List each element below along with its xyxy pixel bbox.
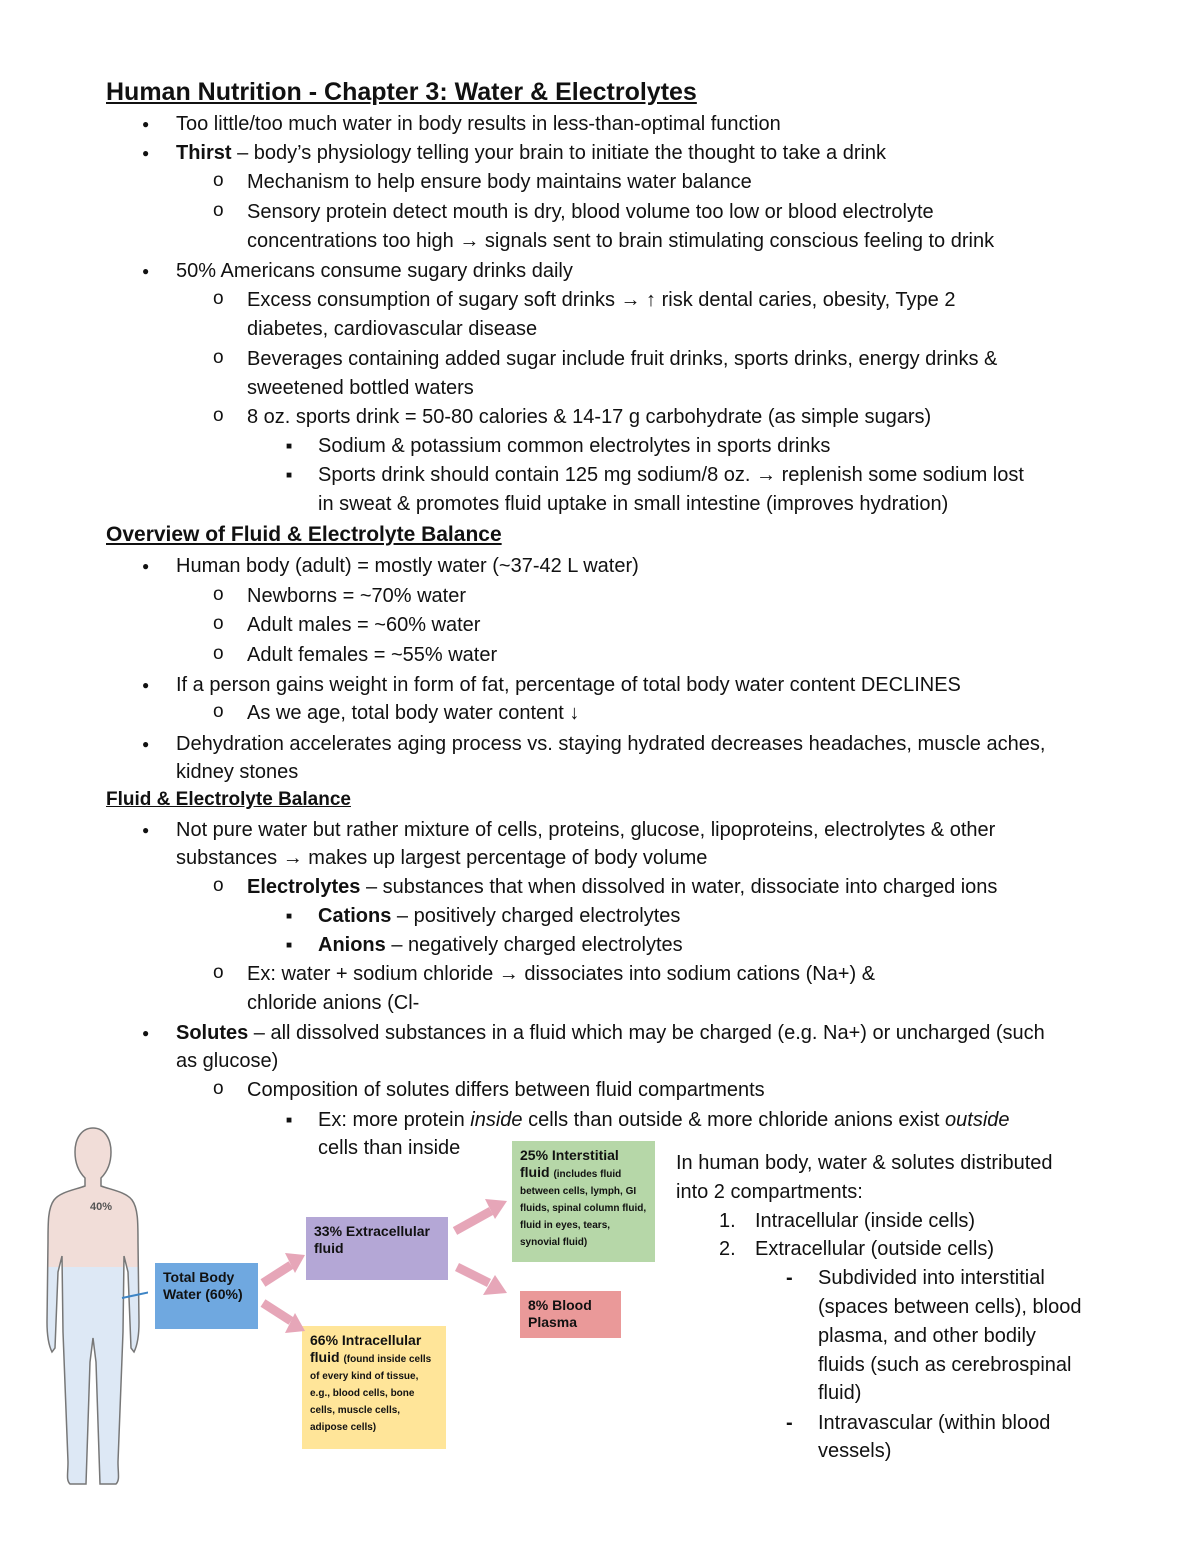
term-thirst: Thirst xyxy=(176,142,232,164)
page-title: Human Nutrition - Chapter 3: Water & Electrolytes xyxy=(106,78,697,106)
dash-item-subdivided: - Subdivided into interstitial xyxy=(818,1266,1045,1290)
interstitial-note: (includes fluid between cells, lymph, GI fluids, spinal column fluid, fluid in eyes, tears, synovial fluid) xyxy=(520,1169,647,1248)
interstitial-fluid-box xyxy=(512,1141,655,1262)
sub-bullet-composition: o Composition of solutes differs between fluid compartments xyxy=(247,1078,765,1102)
intracellular-item-text: Intracellular (inside cells) xyxy=(755,1210,976,1232)
sub-bullet-sodium-chloride: o Ex: water + sodium chloride → dissociates into sodium cations (Na+) & xyxy=(247,962,875,986)
bullet-dehydration: ● Dehydration accelerates aging process vs. staying hydrated decreases headaches, muscle aches, xyxy=(176,732,1045,756)
sub-bullet-sensory-protein: o Sensory protein detect mouth is dry, blood volume too low or blood electrolyte xyxy=(247,200,934,224)
interstitial-title: 25% Interstitial fluid xyxy=(520,1147,619,1180)
blood-plasma-label: 8% Blood Plasma xyxy=(528,1297,592,1330)
human-body-figure xyxy=(38,1122,148,1492)
sub-bullet-sports-drink: o 8 oz. sports drink = 50-80 calories & 14-17 g carbohydrate (as simple sugars) xyxy=(247,405,931,429)
bullet-dehydration-cont: kidney stones xyxy=(176,761,299,783)
compartments-intro-cont: into 2 compartments: xyxy=(676,1181,863,1203)
cations-definition: – positively charged electrolytes xyxy=(391,905,681,927)
dash-item-subdivided-l2: (spaces between cells), blood xyxy=(818,1296,1082,1318)
term-anions: Anions xyxy=(318,934,386,956)
dash-item-intravascular-l2: vessels) xyxy=(818,1440,892,1462)
sub-sub-bullet-anions xyxy=(318,933,683,957)
body-upper-region xyxy=(38,1122,148,1267)
bullet-not-pure-water: ● Not pure water but rather mixture of cells, proteins, glucose, lipoproteins, electrolytes & other xyxy=(176,818,995,842)
section-heading-fluid-balance: Fluid & Electrolyte Balance xyxy=(106,789,351,810)
sub-bullet-sensory-protein-cont: concentrations too high → signals sent to brain stimulating conscious feeling to drink xyxy=(247,230,995,252)
arrow-extracellular-to-plasma xyxy=(457,1267,507,1295)
bullet-solutes-cont: as glucose) xyxy=(176,1050,279,1072)
bullet-not-pure-water-cont: substances → makes up largest percentage of body volume xyxy=(176,847,708,869)
dash-item-intravascular: - Intravascular (within blood xyxy=(818,1411,1050,1435)
dash-item-subdivided-l5: fluid) xyxy=(818,1382,862,1404)
bullet-thirst xyxy=(176,141,886,165)
bullet-water-function: ● Too little/too much water in body results in less-than-optimal function xyxy=(176,112,781,136)
term-electrolytes: Electrolytes xyxy=(247,876,361,898)
number-2: 2. xyxy=(719,1238,736,1260)
blood-plasma-box xyxy=(520,1291,621,1338)
thirst-definition: – body’s physiology telling your brain to initiate the thought to take a drink xyxy=(231,142,887,164)
dash-item-subdivided-l3: plasma, and other bodily xyxy=(818,1325,1036,1347)
sub-bullet-newborns: o Newborns = ~70% water xyxy=(247,584,466,608)
extracellular-label: 33% Extracellular fluid xyxy=(314,1223,430,1256)
numbered-item-extracellular xyxy=(719,1237,994,1261)
body-percent-label: 40% xyxy=(90,1201,113,1213)
number-1: 1. xyxy=(719,1210,736,1232)
sub-bullet-excess-consumption: o Excess consumption of sugary soft drinks → ↑ risk dental caries, obesity, Type 2 xyxy=(247,288,955,312)
diagram-arrows xyxy=(255,1185,525,1345)
sub-bullet-excess-consumption-cont: diabetes, cardiovascular disease xyxy=(247,318,538,340)
sub-sub-bullet-protein-example-cont: cells than inside xyxy=(318,1137,461,1159)
sub-bullet-beverages-cont: sweetened bottled waters xyxy=(247,377,474,399)
sub-bullet-adult-males: o Adult males = ~60% water xyxy=(247,613,480,637)
bullet-human-body-water: ● Human body (adult) = mostly water (~37-42 L water) xyxy=(176,554,639,578)
sub-bullet-mechanism: o Mechanism to help ensure body maintains water balance xyxy=(247,170,752,194)
compartments-intro: In human body, water & solutes distributed xyxy=(676,1152,1053,1174)
term-solutes: Solutes xyxy=(176,1022,249,1044)
bullet-sugary-drinks: ● 50% Americans consume sugary drinks daily xyxy=(176,259,573,283)
arrow-total-to-intracellular xyxy=(263,1303,305,1333)
sub-bullet-adult-females: o Adult females = ~55% water xyxy=(247,643,497,667)
electrolytes-definition: – substances that when dissolved in water, dissociate into charged ions xyxy=(360,876,998,898)
dash-item-subdivided-l4: fluids (such as cerebrospinal xyxy=(818,1354,1072,1376)
sub-bullet-beverages: o Beverages containing added sugar include fruit drinks, sports drinks, energy drinks & xyxy=(247,347,997,371)
intracellular-note: (found inside cells of every kind of tissue, e.g., blood cells, bone cells, muscle cells, adipose cells) xyxy=(310,1354,432,1433)
term-cations: Cations xyxy=(318,905,392,927)
sub-sub-bullet-sodium-cont: in sweat & promotes fluid uptake in small intestine (improves hydration) xyxy=(318,493,949,515)
extracellular-item-text: Extracellular (outside cells) xyxy=(755,1238,994,1260)
example-outside: outside xyxy=(945,1109,1010,1131)
numbered-item-intracellular xyxy=(719,1209,976,1233)
section-heading-overview: Overview of Fluid & Electrolyte Balance xyxy=(106,523,502,546)
sub-bullet-aging: o As we age, total body water content ↓ xyxy=(247,701,579,725)
solutes-definition: – all dissolved substances in a fluid which may be charged (e.g. Na+) or uncharged (such xyxy=(248,1022,1045,1044)
sub-sub-bullet-sodium: ■ Sports drink should contain 125 mg sodium/8 oz. → replenish some sodium lost xyxy=(318,463,1024,487)
sub-bullet-electrolytes xyxy=(247,875,997,899)
sub-sub-bullet-electrolytes: ■ Sodium & potassium common electrolytes in sports drinks xyxy=(318,434,830,458)
arrow-extracellular-to-interstitial xyxy=(455,1199,507,1231)
sub-bullet-sodium-chloride-cont: chloride anions (Cl- xyxy=(247,992,420,1014)
anions-definition: – negatively charged electrolytes xyxy=(385,934,683,956)
example-text-start: Ex: more protein xyxy=(318,1109,471,1131)
bullet-fat-weight: ● If a person gains weight in form of fat, percentage of total body water content DECLINES xyxy=(176,673,961,697)
intracellular-title: 66% Intracellular fluid xyxy=(310,1332,422,1365)
body-lower-region xyxy=(38,1267,148,1492)
total-body-water-box xyxy=(155,1263,258,1329)
arrow-total-to-extracellular xyxy=(263,1253,305,1283)
sub-sub-bullet-cations xyxy=(318,904,680,928)
sub-sub-bullet-protein-example xyxy=(318,1108,1010,1132)
bullet-solutes xyxy=(176,1021,1045,1045)
example-inside: inside xyxy=(470,1109,523,1131)
example-text-mid: cells than outside & more chloride anions exist xyxy=(522,1109,946,1131)
total-body-water-label: Total Body Water (60%) xyxy=(163,1269,243,1302)
